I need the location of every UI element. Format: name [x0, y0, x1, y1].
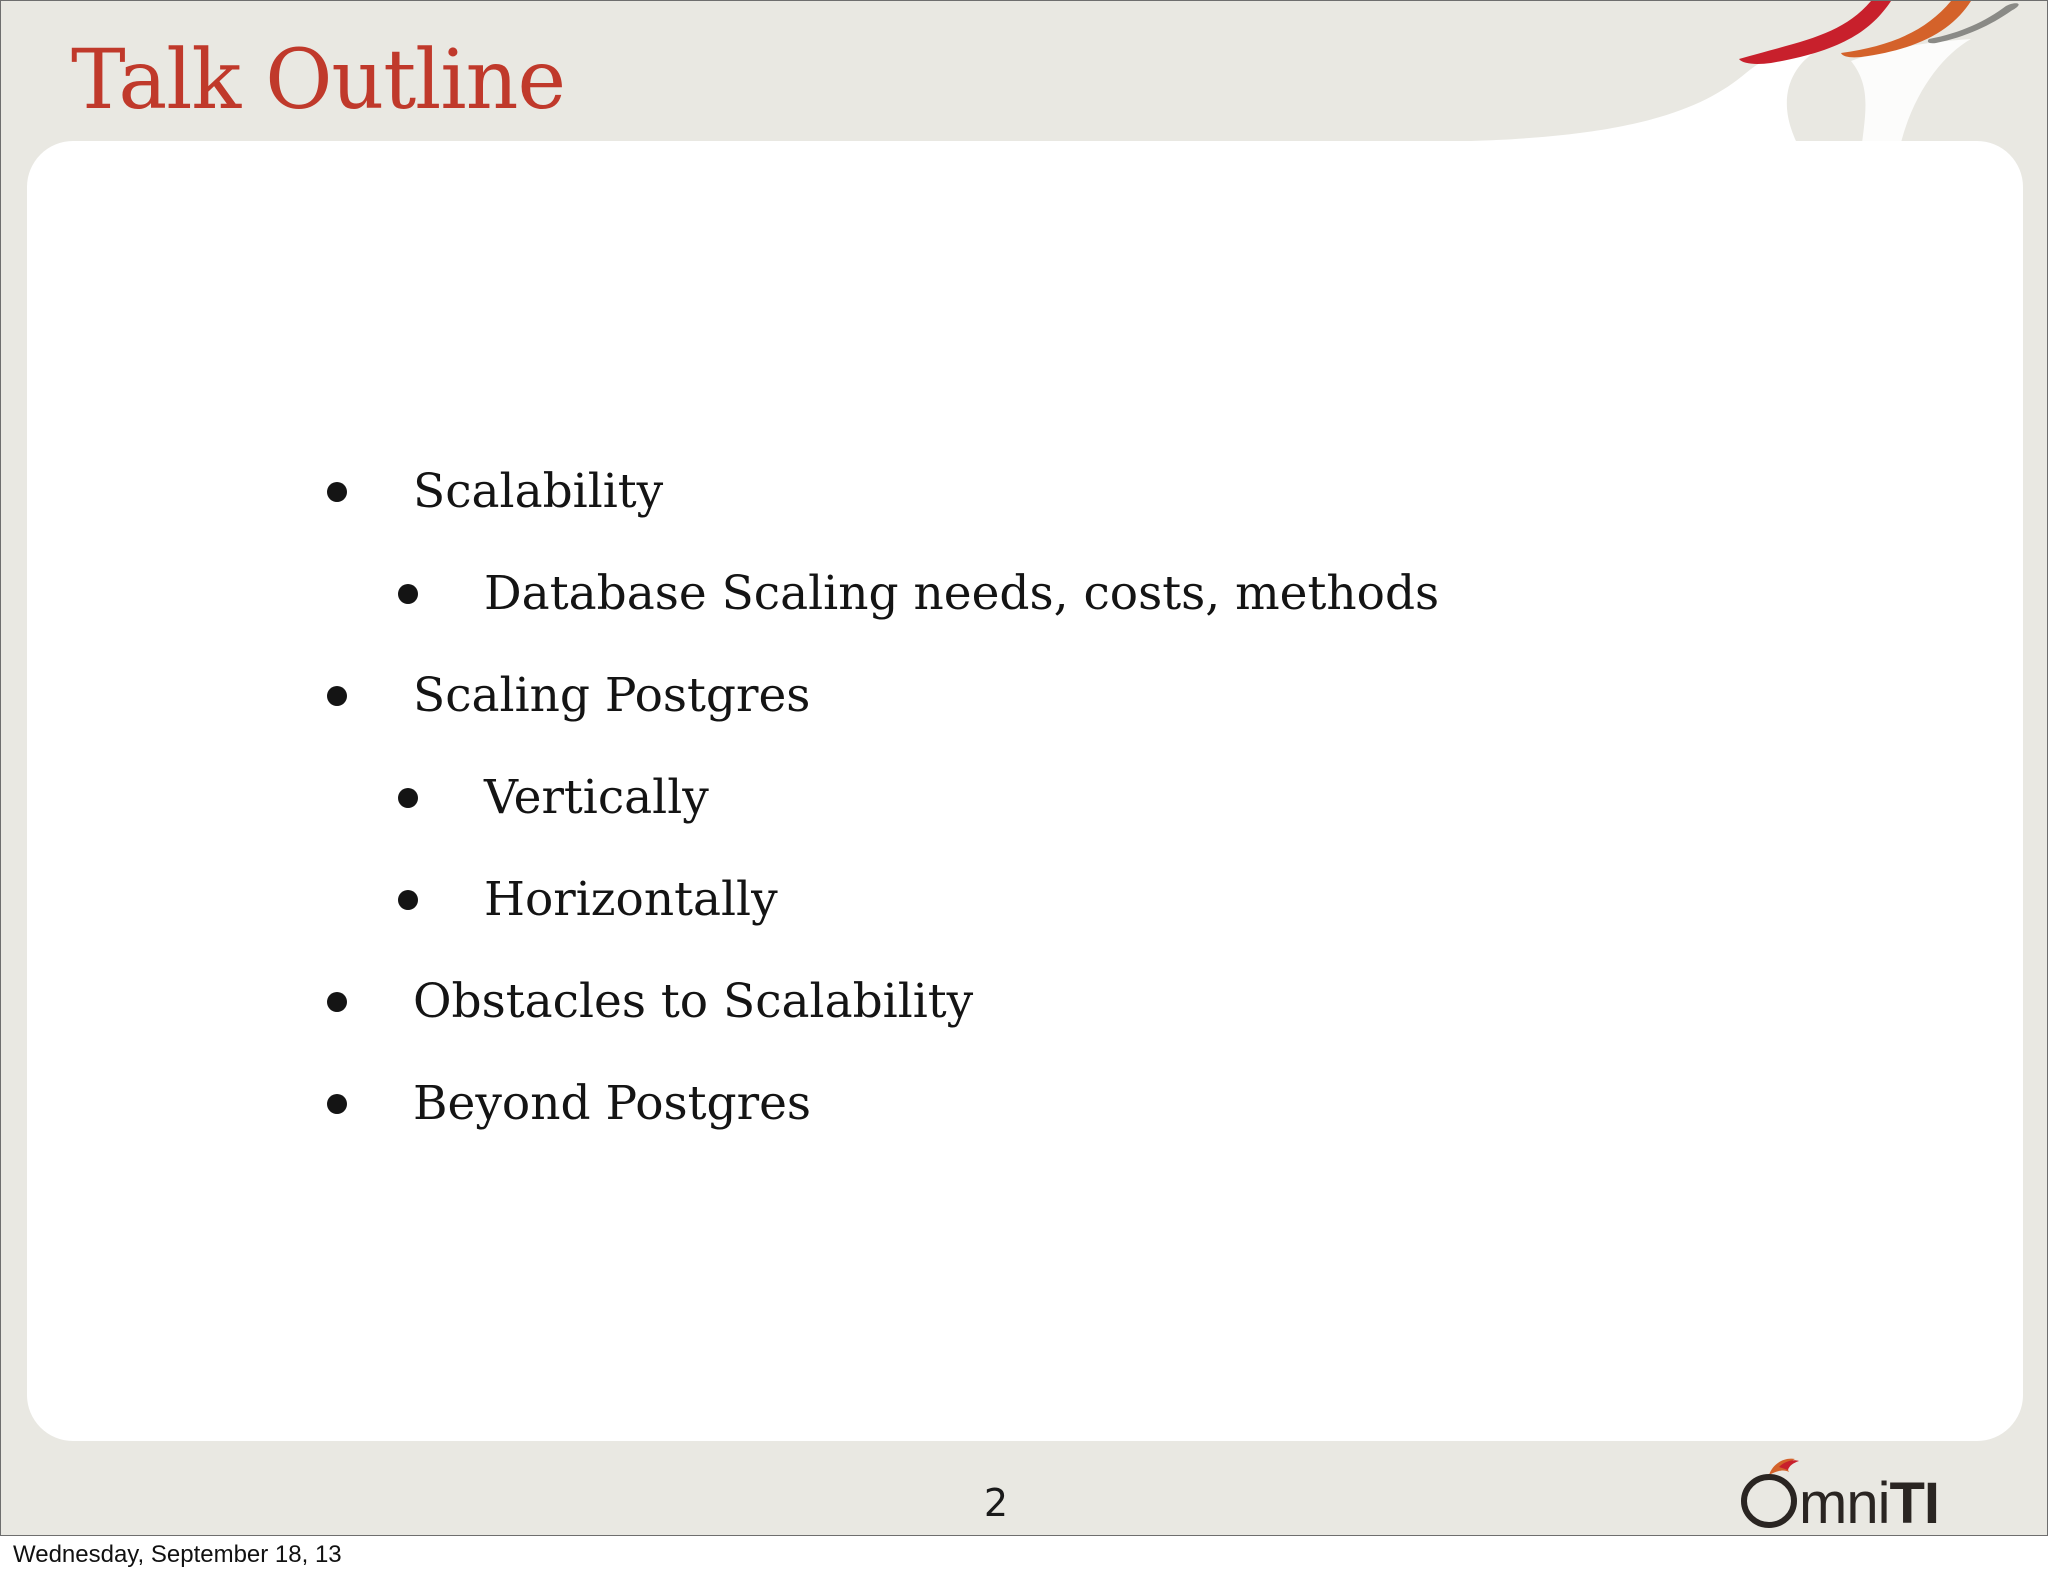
bullet-icon [398, 584, 418, 604]
outline-list [1, 1, 2047, 1535]
bullet-icon [327, 482, 347, 502]
omniti-logo [1739, 1453, 1983, 1531]
outline-item-text: Database Scaling needs, costs, methods [484, 566, 1440, 621]
outline-item-text: Obstacles to Scalability [413, 974, 974, 1029]
bullet-icon [327, 1094, 347, 1114]
outline-item-text: Horizontally [484, 872, 778, 927]
outline-item-text: Scalability [413, 464, 664, 519]
page-number: 2 [983, 1481, 1009, 1525]
outline-item-text: Vertically [484, 770, 709, 825]
slide-title: Talk Outline [71, 33, 565, 128]
bullet-icon [398, 788, 418, 808]
bullet-icon [398, 890, 418, 910]
bullet-icon [327, 992, 347, 1012]
bullet-icon [327, 686, 347, 706]
footer-date: Wednesday, September 18, 13 [13, 1541, 342, 1568]
flame-logo-icon [1769, 1459, 1799, 1475]
outline-item-text: Scaling Postgres [413, 668, 811, 723]
omniti-logo-text: mniTI [1799, 1471, 1940, 1531]
outline-item-text: Beyond Postgres [413, 1076, 812, 1131]
